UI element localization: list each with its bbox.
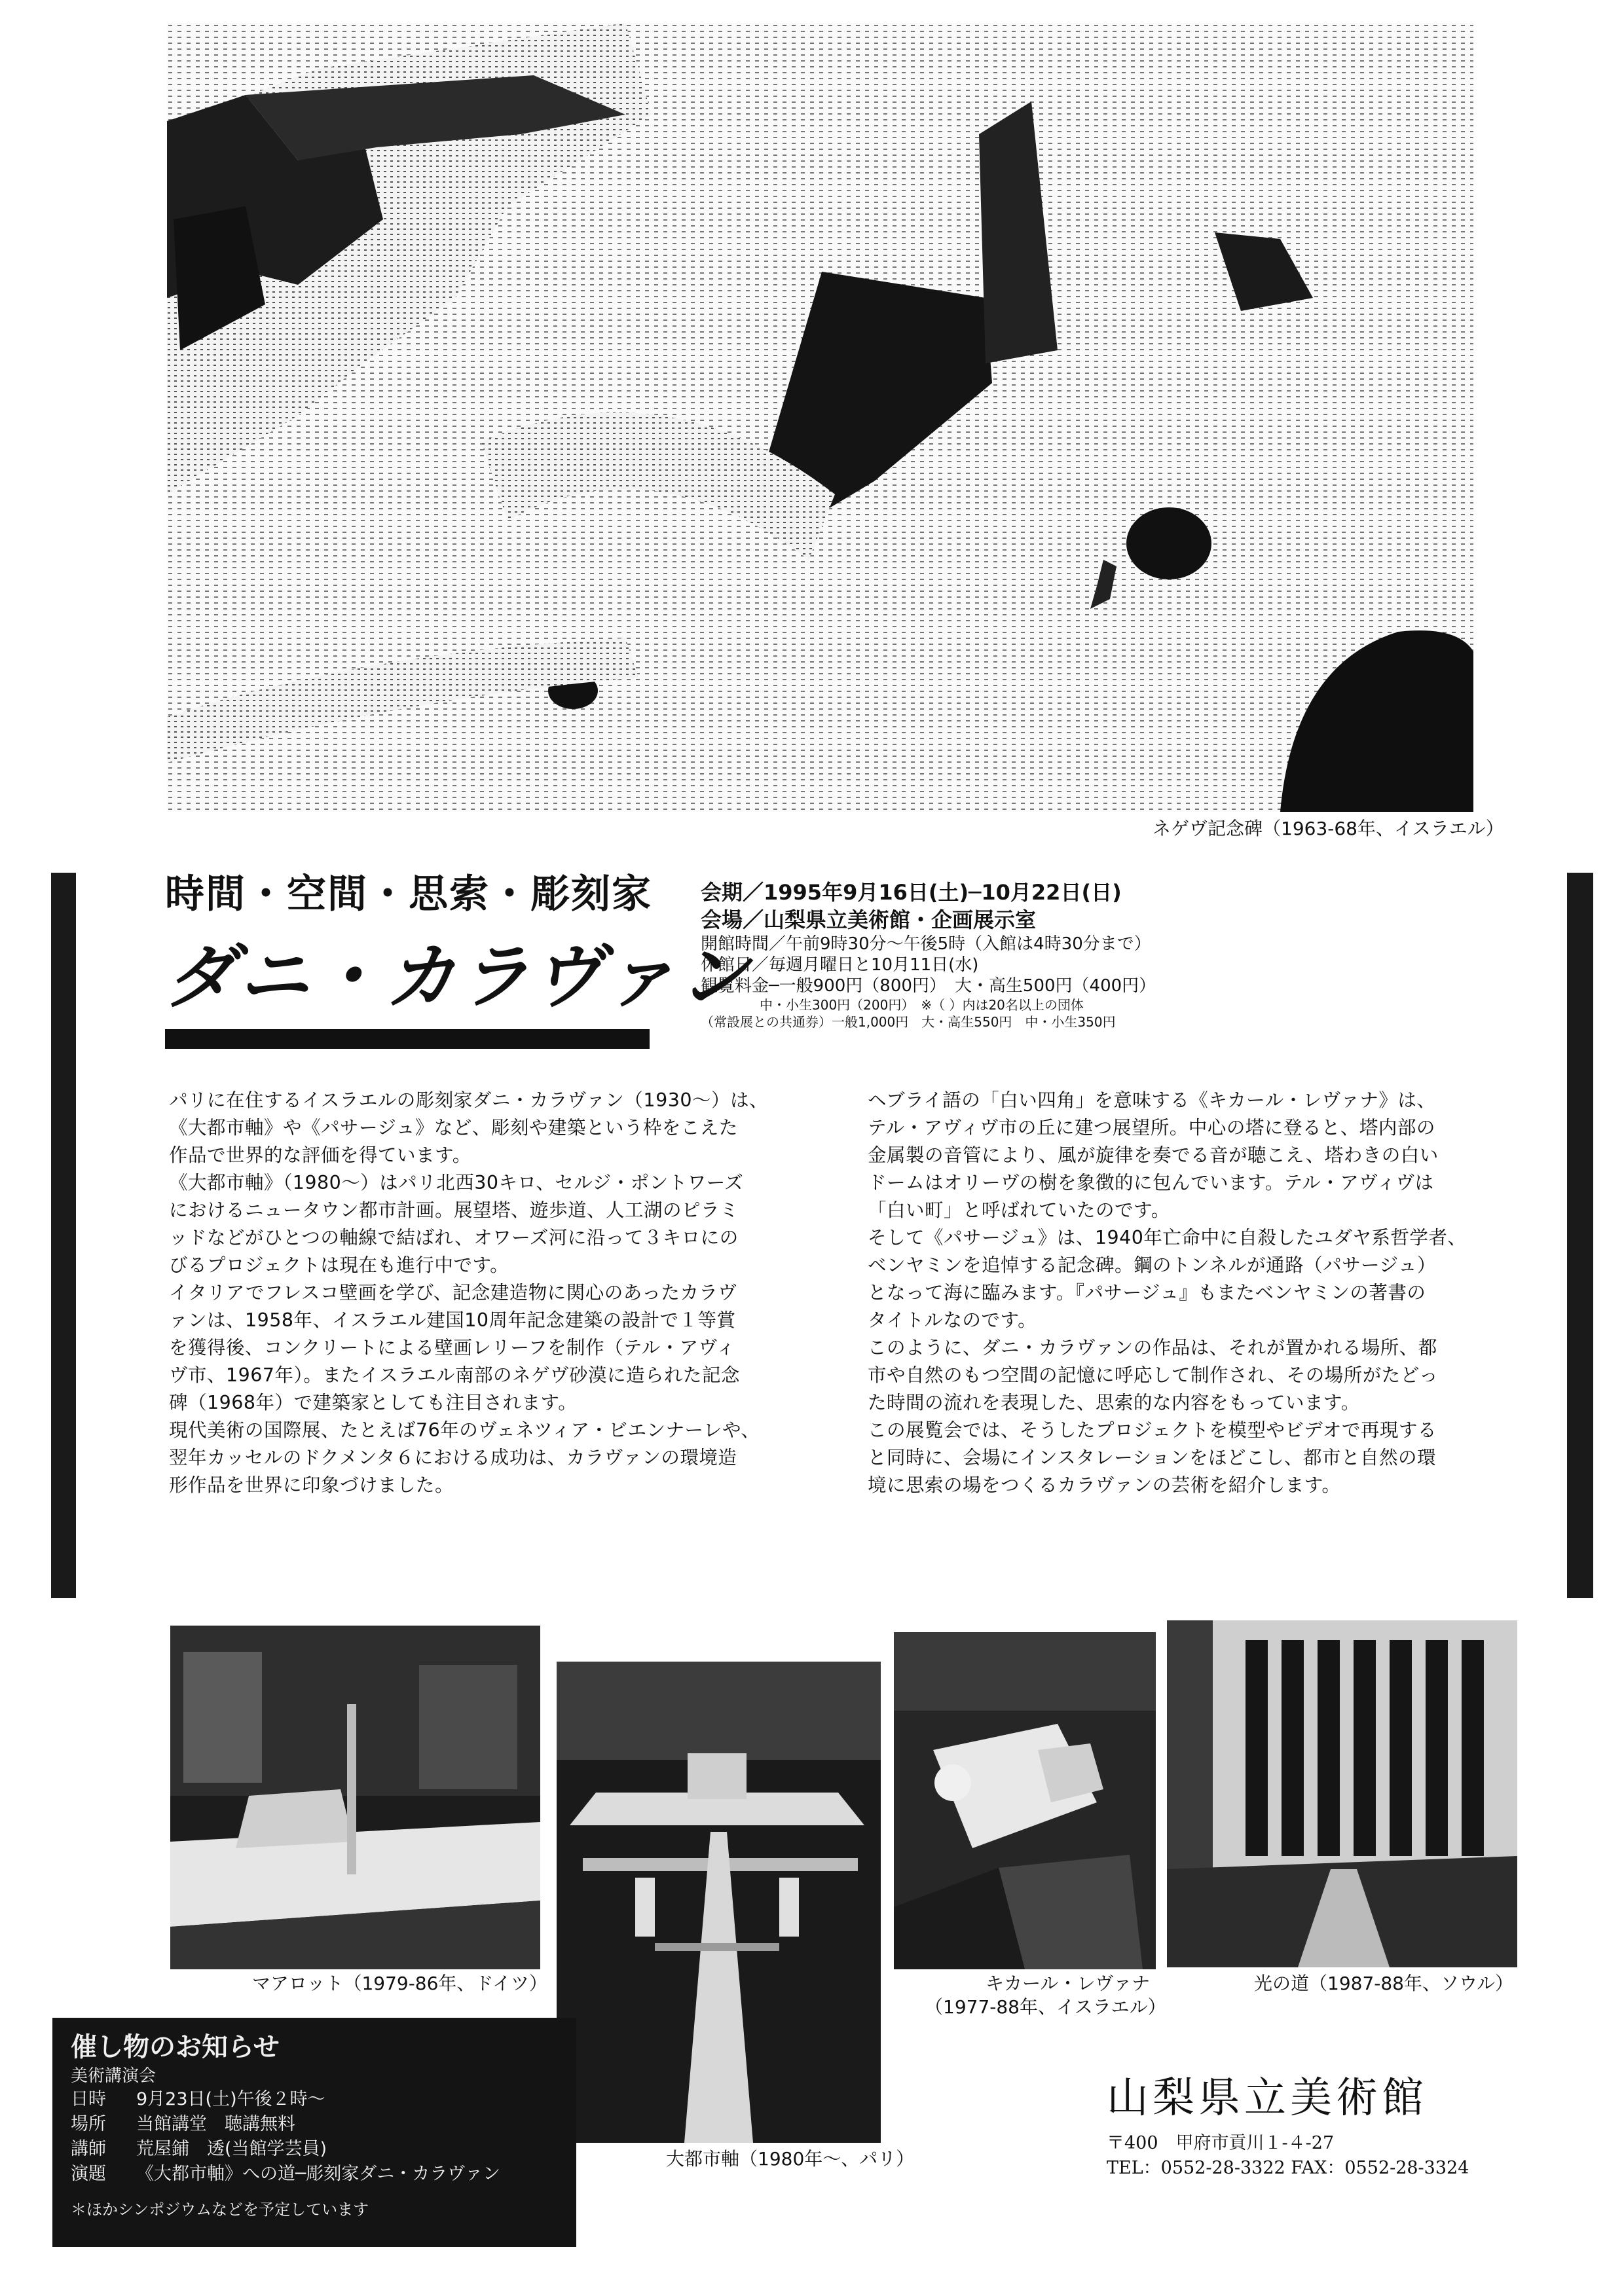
event-value: 《大都市軸》への道─彫刻家ダニ・カラヴァン	[136, 2164, 500, 2184]
body-line: 現代美術の国際展、たとえば76年のヴェネツィア・ビエンナーレや、	[169, 1419, 760, 1441]
body-line: と同時に、会場にインスタレーションをほどこし、都市と自然の環	[868, 1447, 1437, 1468]
museum-name: 山梨県立美術館	[1107, 2074, 1428, 2123]
body-line: ァンは、1958年、イスラエル建国10周年記念建築の設計で１等賞	[169, 1309, 736, 1331]
body-line: 「白い町」と呼ばれていたのです。	[868, 1199, 1170, 1221]
body-line: を獲得後、コンクリートによる壁画レリーフを制作（テル・アヴィ	[169, 1337, 735, 1358]
body-line: 碑（1968年）で建築家としても注目されます。	[169, 1392, 578, 1413]
body-line: た時間の流れを表現した、思索的な内容をもっています。	[868, 1392, 1360, 1413]
body-line: 翌年カッセルのドクメンタ６における成功は、カラヴァンの環境造	[169, 1447, 737, 1468]
exhibition-subtitle: 時間・空間・思索・彫刻家	[165, 871, 652, 917]
kikar-levana-caption-2: （1977-88年、イスラエル）	[925, 1996, 1166, 2018]
kikar-levana-image	[894, 1632, 1156, 1969]
fee-line-1: 観覧料金─一般900円（800円） 大・高生500円（400円）	[701, 976, 1156, 996]
museum-address: 〒400 甲府市貢川１-４-27	[1107, 2133, 1335, 2153]
events-title: 催し物のお知らせ	[71, 2032, 280, 2062]
closed-days: 休館日／毎週月曜日と10月11日(水)	[701, 955, 979, 975]
body-line: テル・アヴィヴ市の丘に建つ展望所。中心の塔に登ると、塔内部の	[868, 1117, 1435, 1139]
axe-majeur-image	[557, 1662, 881, 2143]
events-box	[52, 2018, 576, 2247]
events-subtitle: 美術講演会	[71, 2066, 157, 2086]
kikar-levana-photo	[894, 1632, 1156, 1969]
event-value: 荒屋鋪 透(当館学芸員)	[136, 2139, 327, 2159]
body-line: タイトルなのです。	[868, 1309, 1037, 1331]
body-line: ヘブライ語の「白い四角」を意味する《キカール・レヴァナ》は、	[868, 1089, 1436, 1111]
body-line: ベンヤミンを追悼する記念碑。鋼のトンネルが通路（パサージュ）	[868, 1254, 1437, 1276]
negev-monument-photo	[167, 23, 1473, 812]
hours: 開館時間／午前9時30分～午後5時（入館は4時30分まで）	[701, 934, 1151, 954]
title-rule	[165, 1029, 650, 1049]
body-line: このように、ダニ・カラヴァンの作品は、それが置かれる場所、都	[868, 1337, 1437, 1358]
body-line: イタリアでフレスコ壁画を学び、記念建造物に関心のあったカラヴ	[169, 1282, 737, 1303]
body-line: ヴ市、1967年）。またイスラエル南部のネゲヴ砂漠に造られた記念	[169, 1364, 740, 1386]
negev-caption: ネゲヴ記念碑（1963-68年、イスラエル）	[1153, 818, 1504, 839]
period: 会期／1995年9月16日(土)─10月22日(日)	[701, 880, 1122, 905]
event-value: 当館講堂 聴講無料	[136, 2114, 295, 2134]
body-line: 形作品を世界に印象づけました。	[169, 1474, 454, 1496]
event-key: 日時	[71, 2089, 106, 2109]
body-line: パリに在住するイスラエルの彫刻家ダニ・カラヴァン（1930～）は、	[169, 1089, 768, 1111]
light-path-caption: 光の道（1987-88年、ソウル）	[1254, 1973, 1514, 1994]
maalot-photo	[170, 1626, 540, 1969]
body-line: 《大都市軸》（1980～）はパリ北西30キロ、セルジ・ポントワーズ	[169, 1172, 744, 1194]
negev-monument-image	[167, 23, 1473, 812]
event-row-place	[71, 2112, 558, 2137]
maalot-caption: マアロット（1979-86年、ドイツ）	[252, 1973, 548, 1994]
fee-line-2: 中・小生300円（200円） ※（ ）内は20名以上の団体	[760, 997, 1084, 1013]
museum-tel: TEL：0552-28-3322 FAX：0552-28-3324	[1107, 2158, 1469, 2178]
axe-majeur-caption: 大都市軸（1980年～、パリ）	[666, 2148, 915, 2170]
body-left-column	[169, 1087, 798, 1499]
maalot-image	[170, 1626, 540, 1969]
exhibition-title: ダニ・カラヴァン	[165, 936, 751, 1018]
event-row-speaker	[71, 2137, 558, 2162]
museum-block	[1107, 2072, 1565, 2181]
body-line: におけるニュータウン都市計画。展望塔、遊歩道、人工湖のピラミ	[169, 1199, 739, 1221]
right-side-bar	[1567, 873, 1593, 1598]
body-line: 市や自然のもつ空間の記憶に呼応して制作され、その場所がたどっ	[868, 1364, 1439, 1386]
venue: 会場／山梨県立美術館・企画展示室	[701, 907, 1037, 932]
body-line: びるプロジェクトは現在も進行中です。	[169, 1254, 509, 1276]
event-key: 場所	[71, 2114, 106, 2134]
body-line: ドームはオリーヴの樹を象徴的に包んでいます。テル・アヴィヴは	[868, 1172, 1434, 1194]
body-line: 境に思索の場をつくるカラヴァンの芸術を紹介します。	[868, 1474, 1341, 1496]
body-line: この展覧会では、そうしたプロジェクトを模型やビデオで再現する	[868, 1419, 1437, 1441]
body-right-column	[868, 1087, 1496, 1499]
light-path-photo	[1167, 1620, 1517, 1967]
exhibition-info	[701, 879, 1156, 1030]
body-line: 作品で世界的な評価を得ています。	[169, 1144, 471, 1166]
event-key: 講師	[71, 2139, 106, 2159]
events-note: ＊ほかシンポジウムなどを予定しています	[71, 2200, 369, 2219]
event-row-topic	[71, 2162, 558, 2187]
kikar-levana-caption-1: キカール・レヴァナ	[986, 1973, 1151, 1994]
body-line: 金属製の音管により、風が旋律を奏でる音が聴こえ、塔わきの白い	[868, 1144, 1439, 1166]
body-line: ッドなどがひとつの軸線で結ばれ、オワーズ河に沿って３キロにの	[169, 1227, 739, 1248]
light-path-image	[1167, 1620, 1517, 1967]
body-line: となって海に臨みます。『パサージュ』もまたベンヤミンの著書の	[868, 1282, 1426, 1303]
left-side-bar	[51, 873, 76, 1598]
axe-majeur-photo	[557, 1662, 881, 2143]
event-row-date	[71, 2087, 558, 2112]
event-value: 9月23日(土)午後２時～	[136, 2089, 325, 2109]
body-line: そして《パサージュ》は、1940年亡命中に自殺したユダヤ系哲学者、	[868, 1227, 1467, 1248]
body-line: 《大都市軸》や《パサージュ》など、彫刻や建築という枠をこえた	[169, 1117, 738, 1139]
fee-line-3: （常設展との共通券）一般1,000円 大・高生550円 中・小生350円	[701, 1014, 1116, 1030]
event-key: 演題	[71, 2164, 106, 2184]
